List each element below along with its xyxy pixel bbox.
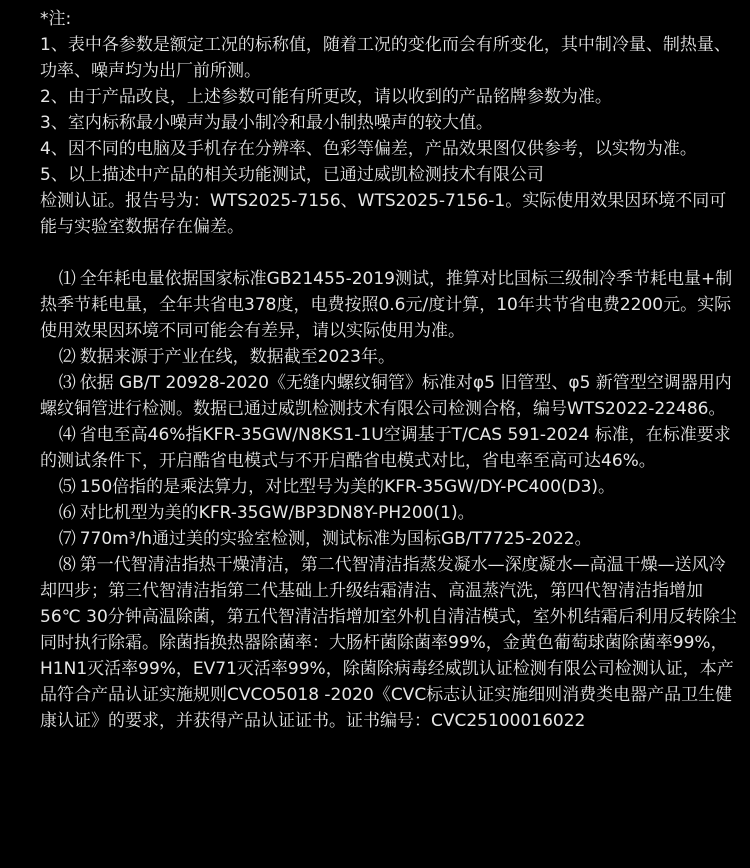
- footnote-marker: ⑸: [58, 477, 76, 497]
- footnote-7: [40, 526, 740, 552]
- footnote-marker: ⑶: [58, 373, 76, 393]
- footnote-text: 对比机型为美的KFR-35GW/BP3DN8Y-PH200(1)。: [79, 503, 475, 523]
- note-item-2: 2、由于产品改良，上述参数可能有所更改，请以收到的产品铭牌参数为准。: [40, 87, 612, 107]
- notes-title: *注:: [40, 9, 72, 29]
- footnote-marker: ⑺: [58, 529, 76, 549]
- note-item-1: 1、表中各参数是额定工况的标称值，随着工况的变化而会有所变化，其中制冷量、制热量、功率、噪声均为出厂前所测。: [40, 35, 731, 81]
- footnote-1: [40, 266, 740, 344]
- footnote-3: [40, 370, 740, 422]
- footnote-text: 依据 GB/T 20928-2020《无缝内螺纹铜管》标准对φ5 旧管型、φ5 新管型空调器用内螺纹铜管进行检测。数据已通过威凯检测技术有限公司检测合格，编号WTS2022-22486。: [40, 373, 732, 419]
- footnote-marker: ⑵: [58, 347, 76, 367]
- footnote-5: [40, 474, 740, 500]
- footnote-text: 省电至高46%指KFR-35GW/N8KS1-1U空调基于T/CAS 591-2024 标准，在标准要求的测试条件下，开启酷省电模式与不开启酷省电模式对比，省电率至高可达46%。: [40, 425, 731, 471]
- footnote-marker: ⑹: [58, 503, 76, 523]
- footnote-marker: ⑴: [58, 269, 76, 289]
- note-item-5-continued: 检测认证。报告号为：WTS2025-7156、WTS2025-7156-1。实际使用效果因环境不同可能与实验室数据存在偏差。: [40, 191, 727, 237]
- footnote-text: 150倍指的是乘法算力，对比型号为美的KFR-35GW/DY-PC400(D3)。: [79, 477, 616, 497]
- footnote-2: [40, 344, 740, 370]
- footnote-6: [40, 500, 740, 526]
- notes-list: [40, 32, 740, 240]
- footnote-text: 全年耗电量依据国家标准GB21455-2019测试，推算对比国标三级制冷季节耗电量+制热季节耗电量，全年共省电378度，电费按照0.6元/度计算，10年共节省电费2200元。实际使用效果因环境不同可能会有差异，请以实际使用为准。: [40, 269, 733, 341]
- footnote-text: 770m³/h通过美的实验室检测，测试标准为国标GB/T7725-2022。: [79, 529, 592, 549]
- footnote-text: 数据来源于产业在线，数据截至2023年。: [79, 347, 395, 367]
- footnote-4: [40, 422, 740, 474]
- section-spacer: [40, 240, 740, 266]
- footnote-marker: ⑷: [58, 425, 76, 445]
- note-item-3: 3、室内标称最小噪声为最小制冷和最小制热噪声的较大值。: [40, 113, 493, 133]
- footnote-marker: ⑻: [58, 555, 76, 575]
- footnote-8: [40, 552, 740, 734]
- note-item-4: 4、因不同的电脑及手机存在分辨率、色彩等偏差，产品效果图仅供参考，以实物为准。: [40, 139, 697, 159]
- footnotes-list: [40, 266, 740, 734]
- footnote-text: 第一代智清洁指热干燥清洁，第二代智清洁指蒸发凝水—深度凝水—高温干燥—送风冷却四步；第三代智清洁指第二代基础上升级结霜清洁、高温蒸汽洗，第四代智清洁指增加56℃ 30分钟高温除菌，第五代智清洁指增加室外机自清洁模式，室外机结霜后利用反转除尘同时执行除霜。除菌指换热器除菌率：大肠杆菌除菌率99%，金黄色葡萄球菌除菌率99%，H1N1灭活率99%，EV71灭活率99%，除菌除病毒经威凯认证检测有限公司检测认证，本产品符合产品认证实施规则CVCO5018 -2020《CVC标志认证实施细则消费类电器产品卫生健康认证》的要求，并获得产品认证证书。证书编号：CVC25100016022: [40, 555, 737, 731]
- note-item-5: 5、以上描述中产品的相关功能测试，已通过威凯检测技术有限公司: [40, 165, 544, 185]
